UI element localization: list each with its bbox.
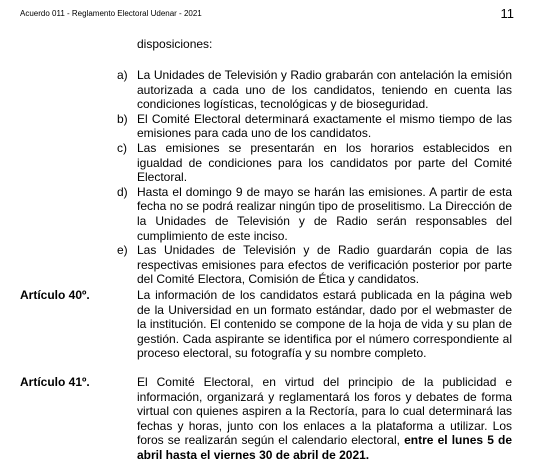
article-bold-text: entre el lunes 5 de abril hasta el viernes 30 de abril de 2021. — [137, 433, 512, 462]
item-text: Las Unidades de Televisión y de Radio guardarán copia de las respectivas emisiones para efectos de verificación posterior por parte del Comité Electora, Comisión de Ética y candidatos. — [137, 243, 512, 287]
article-body: La información de los candidatos estará publicada en la página web de la Universidad en un formato estándar, dado por el webmaster de la institución. El contenido se compone de la hoja de vida y su plan de gestión. Cada aspirante se identifica por el número correspondiente al proceso electoral, su fotografía y su nombre completo. — [137, 288, 512, 361]
intro-text: disposiciones: — [137, 37, 213, 51]
article-body — [137, 375, 512, 463]
article-label: Artículo 40º. — [20, 288, 90, 302]
list-item — [117, 112, 512, 141]
page-number: 11 — [500, 6, 514, 21]
item-text: La Unidades de Televisión y Radio grabarán con antelación la emisión autorizada a cada uno de los candidatos, teniendo en cuenta las condiciones logísticas, tecnológicas y de bioseguridad. — [137, 68, 512, 112]
item-text: El Comité Electoral determinará exactamente el mismo tiempo de las emisiones para cada uno de los candidatos. — [137, 111, 512, 141]
item-marker: b) — [117, 111, 128, 126]
list-item — [117, 68, 512, 112]
article-text: El Comité Electoral, en virtud del principio de la publicidad e información, organizará y reglamentará los foros y debates de forma virtual con quienes aspiren a la Rectoría, para lo cual determinará las fechas y horas, junto con los enlaces a la plataforma a utilizar. Los foros se realizarán según el calendario electoral, — [137, 375, 512, 448]
header-title: Acuerdo 011 - Reglamento Electoral Udenar - 2021 — [20, 9, 202, 18]
article-label: Artículo 41º. — [20, 375, 90, 389]
item-marker: a) — [117, 68, 128, 82]
list-item — [117, 185, 512, 243]
page-header — [20, 6, 514, 22]
item-marker: c) — [117, 140, 127, 155]
item-marker: d) — [117, 184, 128, 199]
item-text: Las emisiones se presentarán en los horarios establecidos en igualdad de condiciones para los candidatos por parte del Comité Electoral. — [137, 140, 512, 185]
item-text: Hasta el domingo 9 de mayo se harán las emisiones. A partir de esta fecha no se podrá realizar ningún tipo de proselitismo. La Dirección de la Unidades de Televisión y de Radio serán responsables del cumplimiento de este inciso. — [137, 184, 512, 243]
item-marker: e) — [117, 243, 128, 258]
list-item — [117, 141, 512, 185]
list-item — [117, 243, 512, 287]
item-list — [117, 68, 512, 287]
